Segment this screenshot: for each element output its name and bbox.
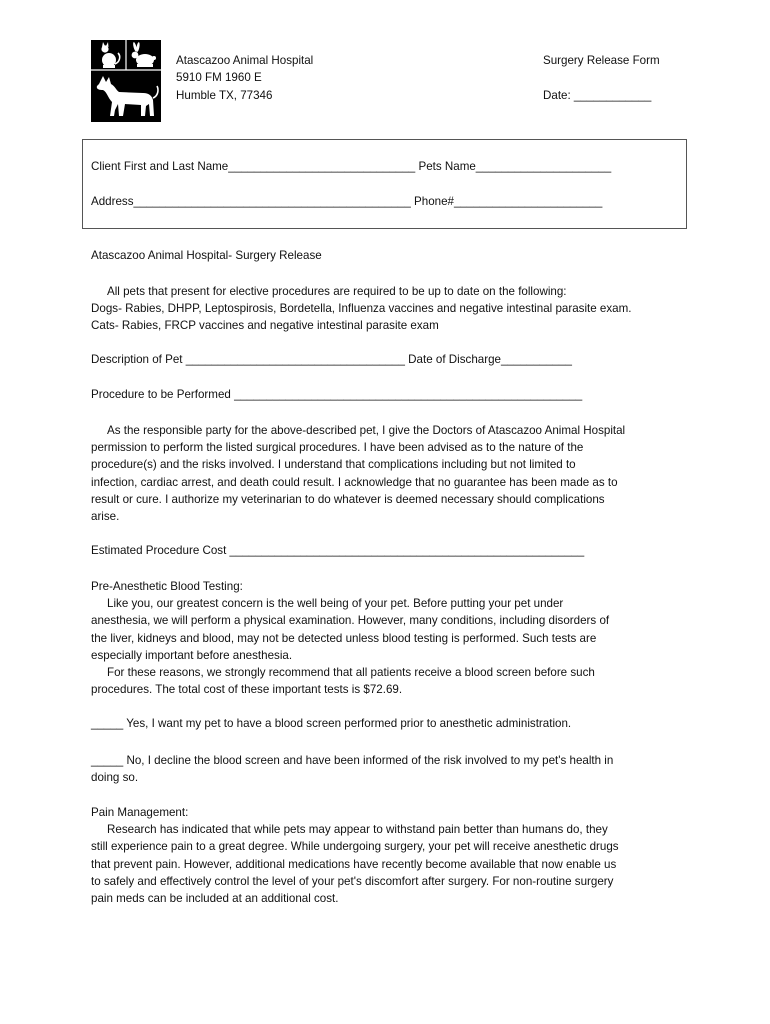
pain-line: still experience pain to a great degree. While undergoing surgery, your pet will receive anesthetic drugs bbox=[91, 840, 619, 854]
blood-testing-line: For these reasons, we strongly recommend that all patients receive a blood screen before such bbox=[107, 666, 595, 680]
blood-testing-section bbox=[91, 578, 685, 698]
consent-line: permission to perform the listed surgical procedures. I have been advised as to the nature of the bbox=[91, 441, 584, 455]
blood-testing-line: the liver, kidneys and blood, may not be detected unless blood testing is performed. Such tests are bbox=[91, 631, 597, 645]
client-info-box bbox=[82, 139, 687, 229]
elective-line: Dogs- Rabies, DHPP, Leptospirosis, Bordetella, Influenza vaccines and negative intestinal parasite exam. bbox=[91, 302, 632, 316]
consent-line: arise. bbox=[91, 510, 120, 524]
section-title: Atascazoo Animal Hospital- Surgery Release bbox=[91, 249, 322, 262]
blood-testing-line: especially important before anesthesia. bbox=[91, 648, 293, 662]
blood-testing-title: Pre-Anesthetic Blood Testing: bbox=[91, 580, 243, 593]
consent-line: infection, cardiac arrest, and death could result. I acknowledge that no guarantee has been made as to bbox=[91, 475, 618, 489]
estimated-cost-field[interactable]: Estimated Procedure Cost _______________________________________________________ bbox=[91, 544, 585, 557]
pain-line: to safely and effectively control the level of your pet's discomfort after surgery. For non-routine surgery bbox=[91, 874, 614, 888]
procedure-field[interactable]: Procedure to be Performed ______________________________________________________ bbox=[91, 388, 583, 401]
client-name-pets-name-field[interactable]: Client First and Last Name_____________________________ Pets Name_____________________ bbox=[91, 160, 612, 173]
consent-line: result or cure. I authorize my veterinarian to do whatever is deemed necessary should complications bbox=[91, 492, 605, 506]
hospital-address-line2: Humble TX, 77346 bbox=[176, 89, 273, 102]
blood-testing-line: anesthesia, we will perform a physical examination. However, many conditions, including disorders of bbox=[91, 614, 610, 628]
hospital-name: Atascazoo Animal Hospital bbox=[176, 54, 314, 67]
animal-hospital-logo bbox=[91, 40, 161, 122]
pain-management-section bbox=[91, 804, 685, 907]
blood-screen-no-option[interactable] bbox=[91, 752, 685, 786]
consent-paragraph bbox=[91, 422, 685, 525]
address-phone-field[interactable]: Address___________________________________________ Phone#_______________________ bbox=[91, 195, 603, 208]
pain-line: Research has indicated that while pets may appear to withstand pain better than humans do, they bbox=[107, 823, 608, 837]
no-option-line: _____ No, I decline the blood screen and have been informed of the risk involved to my pet's health in bbox=[91, 754, 614, 767]
form-title: Surgery Release Form bbox=[543, 54, 660, 67]
blood-testing-line: Like you, our greatest concern is the well being of your pet. Before putting your pet under bbox=[107, 597, 564, 611]
elective-line: Cats- Rabies, FRCP vaccines and negative intestinal parasite exam bbox=[91, 319, 439, 333]
blood-screen-yes-option[interactable]: _____ Yes, I want my pet to have a blood screen performed prior to anesthetic administration. bbox=[91, 717, 572, 730]
elective-requirements bbox=[91, 283, 685, 335]
pain-line: pain meds can be included at an additional cost. bbox=[91, 892, 339, 906]
no-option-line: doing so. bbox=[91, 771, 139, 785]
pain-line: that prevent pain. However, additional medications have recently become available that now enable us bbox=[91, 857, 617, 871]
blood-testing-line: procedures. The total cost of these important tests is $72.69. bbox=[91, 683, 403, 697]
description-discharge-field[interactable]: Description of Pet __________________________________ Date of Discharge___________ bbox=[91, 353, 572, 366]
consent-line: procedure(s) and the risks involved. I understand that complications including but not limited to bbox=[91, 458, 576, 472]
hospital-address-line1: 5910 FM 1960 E bbox=[176, 71, 262, 84]
consent-line: As the responsible party for the above-described pet, I give the Doctors of Atascazoo Animal Hospital bbox=[107, 424, 626, 437]
pain-management-title: Pain Management: bbox=[91, 806, 189, 819]
elective-line: All pets that present for elective procedures are required to be up to date on the following: bbox=[107, 285, 567, 298]
date-field[interactable]: Date: ____________ bbox=[543, 89, 652, 102]
